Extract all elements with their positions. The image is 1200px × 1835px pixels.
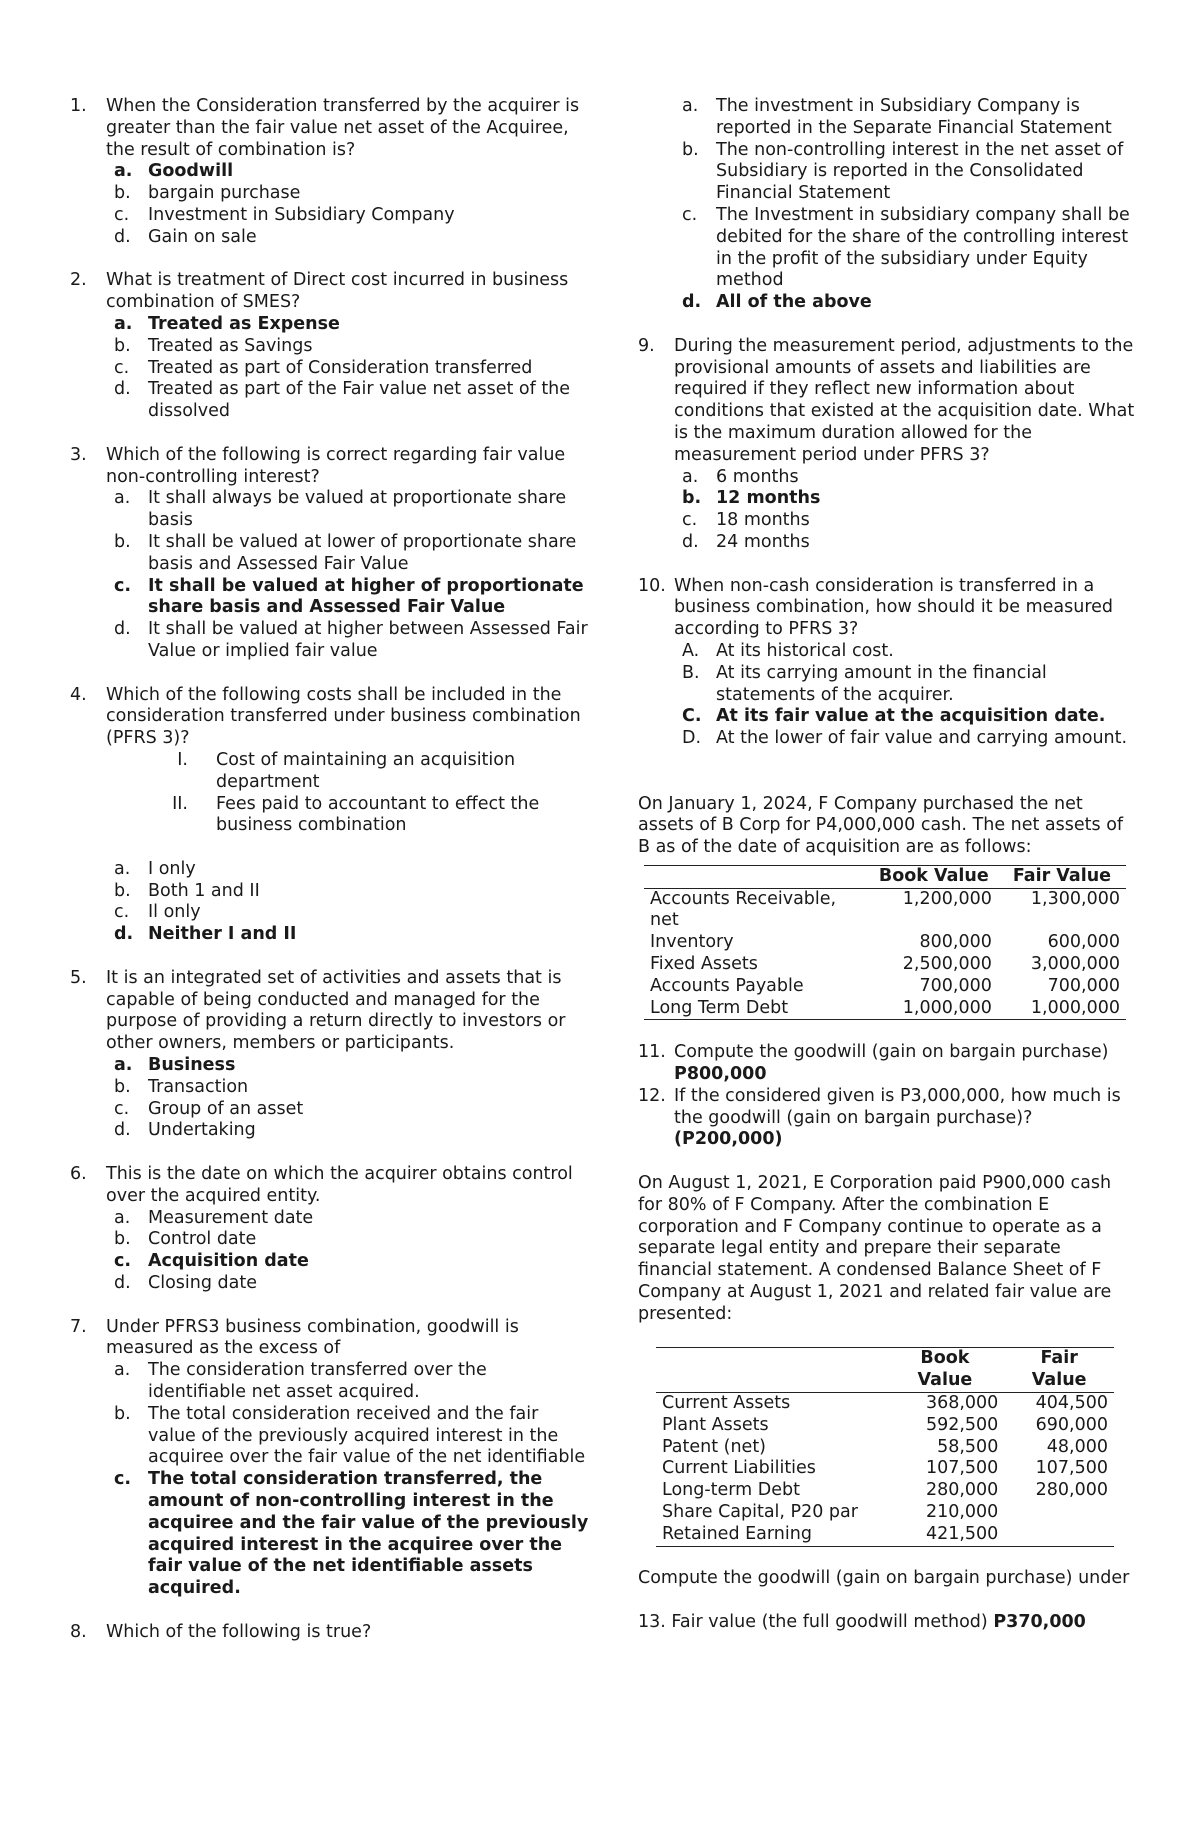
problem-1-text: On January 1, 2024, F Company purchased the net assets of B Corp for P4,000,000 cash. The net assets of B as of the date of acquisition are as follows:	[638, 793, 1124, 858]
option-d: d. 24 months	[682, 531, 810, 552]
table-row: Retained Earning 421,500	[656, 1524, 1114, 1546]
option-c: c. Il only	[114, 902, 201, 923]
table-row: Share Capital, P20 par 210,000	[662, 1502, 999, 1522]
question-text: When non-cash consideration is transferred in a business combination, how should it be measured according to PFRS 3?	[674, 575, 1114, 640]
question-12: 12. If the considered given is P3,000,000, how much is the goodwill (gain on bargain purchase)? (P200,000)	[638, 1085, 1121, 1150]
table-row: Inventory 800,000 600,000	[650, 932, 1120, 953]
question-text: Under PFRS3 business combination, goodwill is measured as the excess of	[106, 1316, 519, 1359]
question-11: 11. Compute the goodwill (gain on bargain purchase) P800,000	[638, 1042, 1109, 1085]
option-a: a. The investment in Subsidiary Company is reported in the Separate Financial Statement	[682, 96, 1112, 138]
balance-table-2	[656, 1347, 1114, 1546]
answer: (P200,000)	[674, 1129, 783, 1150]
option-c: c. Group of an asset	[114, 1098, 304, 1119]
question-text: When the Consideration transferred by the acquirer is greater than the fair value net asset of the Acquiree, the result of combination is?	[106, 96, 580, 160]
option-d: d. Neither I and II	[114, 924, 297, 945]
option-c: c. It shall be valued at higher of proportionate share basis and Assessed Fair Value	[114, 575, 584, 618]
option-d: d. Gain on sale	[114, 226, 257, 247]
table-row: Plant Assets 592,500 690,000	[662, 1414, 1108, 1435]
balance-table-1	[644, 865, 1126, 1021]
table-row: Accounts Receivable, net 1,200,000 1,300,000	[644, 888, 1126, 932]
option-b: b. Transaction	[114, 1076, 249, 1097]
roman-item-2: II. Fees paid to accountant to effect the business combination	[172, 793, 540, 836]
question-text: Which of the following is true?	[106, 1621, 372, 1642]
question-number: 7.	[70, 1316, 87, 1337]
column-header-fair: Fair Value	[1012, 865, 1112, 886]
question-10	[638, 576, 1138, 750]
question-number: 10.	[638, 575, 666, 596]
question-text: Which of the following costs shall be included in the consideration transferred under business combination (PFRS 3)?	[106, 684, 581, 749]
option-a: a. Goodwill	[114, 161, 234, 182]
option-b: b. The total consideration received and the fair value of the previously acquired interest in the acquiree over the fair value of the net identifiable	[114, 1403, 586, 1468]
option-b: b. Both 1 and II	[114, 880, 260, 901]
option-c: c. Acquisition date	[114, 1251, 309, 1272]
question-13: 13. Fair value (the full goodwill method) P370,000	[638, 1611, 1086, 1632]
table-row: Current Liabilities 107,500 107,500	[662, 1458, 1108, 1479]
question-5	[70, 968, 590, 1142]
question-text: Which of the following is correct regarding fair value non-controlling interest?	[106, 444, 566, 487]
option-d: d. It shall be valued at higher between Assessed Fair Value or implied fair value	[114, 619, 588, 661]
option-c: c. 18 months	[682, 510, 810, 531]
question-number: 3.	[70, 444, 87, 465]
option-b: b. Treated as Savings	[114, 335, 313, 356]
option-a: a. The consideration transferred over the identifiable net asset acquired.	[114, 1360, 487, 1403]
question-9	[638, 336, 1138, 554]
option-b: B. At its carrying amount in the financial statements of the acquirer.	[682, 662, 1047, 705]
column-header-fair: Fair Value	[1031, 1348, 1087, 1391]
left-column	[70, 96, 590, 1665]
option-a: a. It shall always be valued at proportionate share basis	[114, 488, 567, 531]
option-a: a. I only	[114, 858, 196, 879]
option-b: b. bargain purchase	[114, 183, 301, 204]
column-header-book: Book Value	[917, 1348, 973, 1391]
option-c: c. Investment in Subsidiary Company	[114, 204, 455, 225]
question-8	[70, 1622, 590, 1644]
question-number: 1.	[70, 96, 87, 116]
question-8-options	[638, 96, 1138, 314]
question-text: It is an integrated set of activities and assets that is capable of being conducted and managed for the purpose of providing a return directly to investors or other owners, members or participants.	[106, 967, 566, 1054]
question-3	[70, 445, 590, 663]
question-text: This is the date on which the acquirer obtains control over the acquired entity.	[106, 1164, 573, 1206]
option-a: a. Measurement date	[114, 1207, 314, 1228]
right-column	[638, 96, 1138, 1634]
answer: P370,000	[993, 1611, 1086, 1632]
option-b: b. It shall be valued at lower of proportionate share basis and Assessed Fair Value	[114, 531, 577, 574]
question-number: 4.	[70, 684, 87, 705]
option-a: a. Business	[114, 1055, 236, 1076]
answer: P800,000	[674, 1064, 767, 1085]
table-row: Current Assets 368,000 404,500	[656, 1393, 1114, 1415]
question-text: During the measurement period, adjustments to the provisional amounts of assets and liabilities are required if they reflect new information about conditions that existed at the acquisition date. What is the maximum duration allowed for the measurement period under PFRS 3?	[674, 335, 1135, 465]
roman-item-1: I. Cost of maintaining an acquisition department	[177, 749, 516, 792]
option-b: b. The non-controlling interest in the net asset of Subsidiary is reported in the Consolidated Financial Statement	[682, 139, 1124, 204]
question-7	[70, 1317, 590, 1600]
table-row: Long Term Debt 1,000,000 1,000,000	[644, 998, 1126, 1020]
question-1	[70, 96, 590, 249]
option-a: a. Treated as Expense	[114, 313, 340, 334]
option-c: C. At its fair value at the acquisition date.	[682, 706, 1106, 727]
question-number: 6.	[70, 1164, 87, 1185]
option-d: d. All of the above	[682, 292, 872, 313]
option-c: c. The Investment in subsidiary company shall be debited for the share of the controlling interest in the profit of the subsidiary under Equity method	[682, 204, 1130, 291]
problem-2-instruction: Compute the goodwill (gain on bargain purchase) under	[638, 1568, 1130, 1589]
option-d: d. Undertaking	[114, 1120, 256, 1141]
option-d: d. Closing date	[114, 1273, 257, 1294]
option-d: d. Treated as part of the Fair value net asset of the dissolved	[114, 379, 571, 422]
question-2	[70, 270, 590, 423]
column-header-book: Book Value	[878, 865, 989, 886]
option-c: c. Treated as part of Consideration transferred	[114, 357, 533, 378]
question-number: 8.	[70, 1621, 87, 1642]
table-row: Accounts Payable 700,000 700,000	[650, 975, 1120, 996]
option-b: b. 12 months	[682, 488, 821, 509]
question-number: 5.	[70, 967, 87, 988]
question-text: What is treatment of Direct cost incurred in business combination of SMES?	[106, 270, 569, 313]
option-d: D. At the lower of fair value and carrying amount.	[682, 728, 1128, 749]
table-row: Patent (net) 58,500 48,000	[662, 1436, 1108, 1457]
table-row: Long-term Debt 280,000 280,000	[662, 1480, 1108, 1501]
table-row: Fixed Assets 2,500,000 3,000,000	[650, 954, 1120, 975]
option-a: A. At its historical cost.	[682, 640, 894, 661]
option-b: b. Control date	[114, 1229, 257, 1250]
option-a: a. 6 months	[682, 466, 799, 487]
option-c: c. The total consideration transferred, the amount of non-controlling interest in the acquiree and the fair value of the previously acquired interest in the acquiree over the fair value of the net identifiable assets acquired.	[114, 1469, 589, 1599]
question-number: 2.	[70, 270, 87, 291]
question-6	[70, 1164, 590, 1295]
problem-2-text: On August 1, 2021, E Corporation paid P900,000 cash for 80% of F Company. After the combination E corporation and F Company continue to operate as a separate legal entity and prepare their separate financial statement. A condensed Balance Sheet of F Company at August 1, 2021 and related fair value are presented:	[638, 1173, 1112, 1324]
question-number: 9.	[638, 335, 655, 356]
question-4	[70, 685, 590, 947]
